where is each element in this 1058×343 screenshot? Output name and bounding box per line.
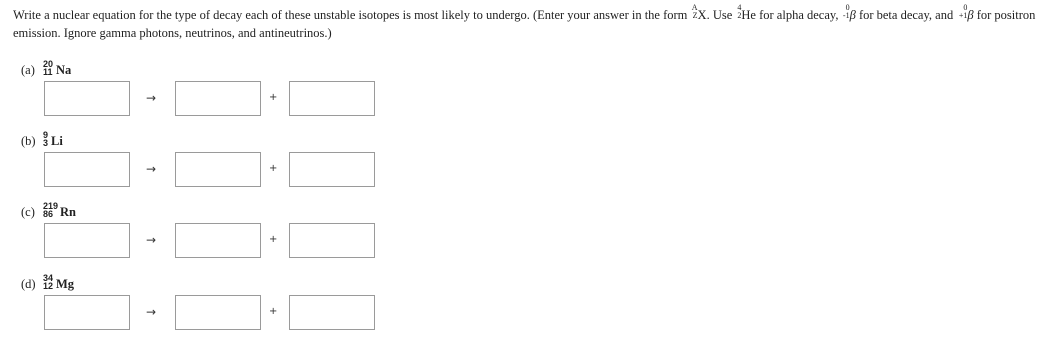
isotope-symbol: 9 3 Li [43, 130, 63, 148]
plus-sign: + [269, 234, 278, 245]
beta-notation: 0 -1 β [842, 2, 856, 22]
emitted-particle-input[interactable] [289, 223, 375, 258]
instructions-part3: for alpha decay, [755, 8, 842, 22]
emitted-particle-input[interactable] [289, 81, 375, 116]
instructions-part4: for beta decay, and [855, 8, 957, 22]
problem-label [21, 59, 72, 78]
problem-letter: (a) [21, 63, 35, 77]
problem-label [21, 273, 75, 292]
isotope-symbol: 34 12 Mg [43, 273, 75, 291]
equation-row [44, 152, 384, 188]
equation-row [44, 223, 384, 259]
arrow-icon: → [146, 305, 157, 319]
instructions-part5: for positron emission. Ignore gamma photons, neutrinos, and antineutrinos.) [13, 8, 1036, 40]
plus-sign: + [269, 92, 278, 103]
plus-sign: + [269, 306, 278, 317]
positron-notation: 0 +1 β [958, 2, 974, 22]
isotope-symbol: 219 86 Rn [43, 201, 76, 219]
parent-nuclide-input[interactable] [44, 81, 130, 116]
instructions-part1: Write a nuclear equation for the type of decay each of these unstable isotopes is most likely to undergo. (Enter your answer in the form [13, 8, 691, 22]
equation-row [44, 295, 384, 331]
parent-nuclide-input[interactable] [44, 223, 130, 258]
problem-letter: (c) [21, 205, 35, 219]
arrow-icon: → [146, 233, 157, 247]
parent-nuclide-input[interactable] [44, 152, 130, 187]
product-nuclide-input[interactable] [175, 81, 261, 116]
plus-sign: + [269, 163, 278, 174]
problem-label [21, 201, 76, 220]
product-nuclide-input[interactable] [175, 223, 261, 258]
arrow-icon: → [146, 162, 157, 176]
problem-letter: (d) [21, 277, 36, 291]
parent-nuclide-input[interactable] [44, 295, 130, 330]
emitted-particle-input[interactable] [289, 152, 375, 187]
answer-form-notation: A Z X [691, 2, 707, 22]
isotope-symbol: 20 11 Na [43, 59, 72, 77]
emitted-particle-input[interactable] [289, 295, 375, 330]
product-nuclide-input[interactable] [175, 152, 261, 187]
alpha-notation: 4 2 He [737, 2, 756, 22]
equation-row [44, 81, 384, 117]
instructions-text [13, 2, 1048, 42]
instructions-part2: . Use [706, 8, 736, 22]
product-nuclide-input[interactable] [175, 295, 261, 330]
problem-label [21, 130, 63, 149]
arrow-icon: → [146, 91, 157, 105]
problem-letter: (b) [21, 134, 36, 148]
